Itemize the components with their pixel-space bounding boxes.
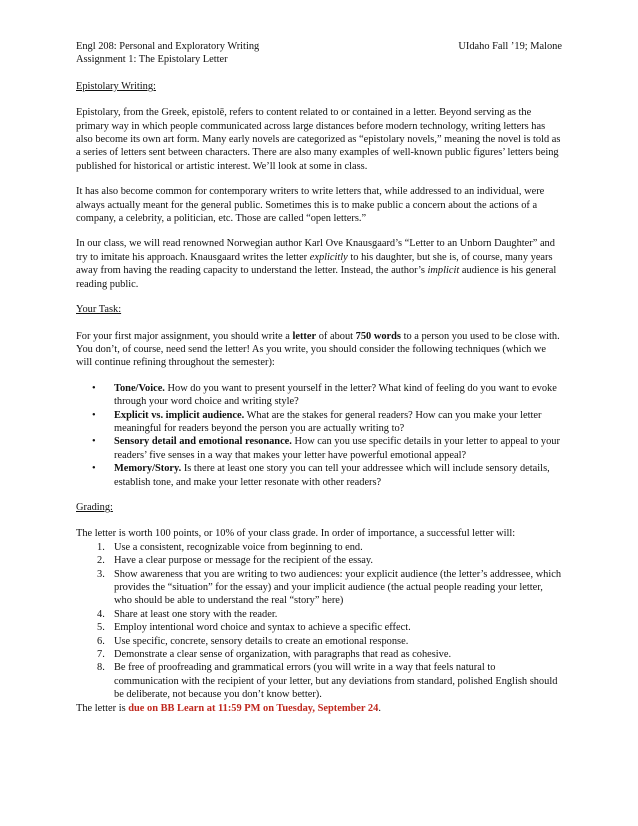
epistolary-paragraph-3 (76, 237, 562, 291)
criterion-text: Share at least one story with the reader. (114, 608, 278, 620)
emphasis-explicitly: explicitly (309, 251, 348, 263)
assignment-title: Assignment 1: The Epistolary Letter (76, 54, 228, 66)
technique-item (76, 435, 562, 462)
technique-text: How do you want to present yourself in the letter? What kind of feeling do you want to evoke through your word choice and writing style? (114, 382, 557, 408)
technique-text: What are the stakes for general readers? How can you make your letter meaningful for readers beyond the person you are actually writing to? (114, 409, 542, 434)
criterion-number: 4. (97, 608, 105, 620)
technique-list (76, 382, 562, 489)
criterion-number: 2. (97, 555, 105, 567)
criterion-item (76, 608, 562, 621)
technique-term: Explicit vs. implicit audience. (114, 409, 245, 421)
bullet-icon: • (92, 463, 96, 475)
criterion-number: 3. (97, 568, 105, 580)
text-run: The letter is (76, 702, 129, 714)
text-run: audience is his general reading public. (76, 265, 557, 290)
term-instructor: UIdaho Fall ’19; Malone (458, 41, 562, 52)
course-title: Engl 208: Personal and Exploratory Writing (76, 41, 260, 52)
criterion-item (76, 621, 562, 634)
text-run: to a person you used to be close with. You don’t, of course, need send the letter! As you write, you should consider the following techniques (which we will continue refining throughout the semester): (76, 330, 560, 369)
technique-item (76, 462, 562, 489)
technique-term: Tone/Voice. (114, 382, 165, 394)
technique-item (76, 409, 562, 436)
criterion-text: Show awareness that you are writing to two audiences: your explicit audience (the letter’s addressee, which provides the “situation” for the essay) and your implicit audience (the actual people reading your letter, who should be able to understand the real “story” here) (114, 568, 562, 607)
criterion-number: 8. (97, 662, 105, 674)
technique-text: How can you use specific details in your letter to appeal to your readers’ five senses in a way that makes your letter have powerful emotional appeal? (114, 436, 560, 461)
technique-term: Memory/Story. (114, 463, 182, 475)
task-intro (76, 330, 562, 370)
emphasis-implicit: implicit (427, 265, 460, 277)
criterion-number: 6. (97, 635, 105, 647)
technique-item (76, 382, 562, 409)
text-run: In our class, we will read renowned Norwegian author Karl Ove Knausgaard’s “Letter to an Unborn Daughter” and try to imitate his approach. Knausgaard writes the letter (76, 238, 555, 263)
criterion-text: Have a clear purpose or message for the recipient of the essay. (114, 555, 373, 567)
bullet-icon: • (92, 409, 96, 421)
criterion-text: Use specific, concrete, sensory details to create an emotional response. (114, 635, 409, 647)
due-date-highlight: due on BB Learn at 11:59 PM on Tuesday, September 24 (128, 702, 379, 714)
text-run: to his daughter, but she is, of course, many years away from having the reading capacity to understand the letter. Instead, the author’s (76, 251, 553, 277)
epistolary-paragraph-1: Epistolary, from the Greek, epistolē, refers to content related to or contained in a letter. Beyond serving as the primary way in which people communicated across large distances before modern technology, writing letters has also become its own art form. Many early novels are categorized as “epistolary novels,” meaning the novel is told as a series of letters sent between characters. There are also many examples of well-known public figures’ letters being published for historical or artistic interest. We’ll look at some in class. (76, 107, 561, 172)
task-heading: Your Task: (76, 304, 122, 316)
criterion-number: 1. (97, 541, 105, 553)
header-row (76, 40, 562, 53)
text-run: . (378, 702, 381, 714)
criterion-item (76, 635, 562, 648)
emphasis-letter: letter (292, 330, 317, 342)
criterion-number: 5. (97, 622, 105, 634)
emphasis-word-count: 750 words (355, 330, 401, 342)
grading-intro: The letter is worth 100 points, or 10% of your class grade. In order of importance, a successful letter will: (76, 528, 516, 540)
criterion-text: Demonstrate a clear sense of organization, with paragraphs that read as cohesive. (114, 649, 452, 661)
bullet-icon: • (92, 436, 96, 448)
technique-term: Sensory detail and emotional resonance. (114, 436, 292, 448)
criterion-number: 7. (97, 649, 105, 661)
bullet-icon: • (92, 382, 96, 394)
criterion-item (76, 554, 562, 567)
criterion-text: Be free of proofreading and grammatical errors (you will write in a way that feels natural to communication with the recipient of your letter, but any deviations from standard, polished English should be deliberate, not because you don’t know better). (114, 662, 558, 701)
document-page (76, 40, 562, 715)
criterion-text: Use a consistent, recognizable voice from beginning to end. (114, 541, 363, 553)
epistolary-heading: Epistolary Writing: (76, 80, 156, 92)
criterion-text: Employ intentional word choice and syntax to achieve a specific effect. (114, 622, 411, 634)
criterion-item (76, 648, 562, 661)
grading-heading: Grading: (76, 501, 113, 513)
criterion-item (76, 661, 562, 701)
criterion-item (76, 568, 562, 608)
text-run: For your first major assignment, you should write a (76, 330, 293, 342)
text-run: of about (316, 330, 356, 342)
due-date-line (76, 702, 562, 715)
epistolary-paragraph-2: It has also become common for contemporary writers to write letters that, while addressed to an individual, were always actually meant for the general public. Sometimes this is to make public a concern about the actions of a company, a celebrity, a politician, etc. Those are called “open letters.” (76, 186, 545, 225)
grading-criteria-list (76, 541, 562, 702)
criterion-item (76, 541, 562, 554)
technique-text: Is there at least one story you can tell your addressee which will include sensory details, establish tone, and make your letter resonate with other readers? (114, 463, 550, 488)
